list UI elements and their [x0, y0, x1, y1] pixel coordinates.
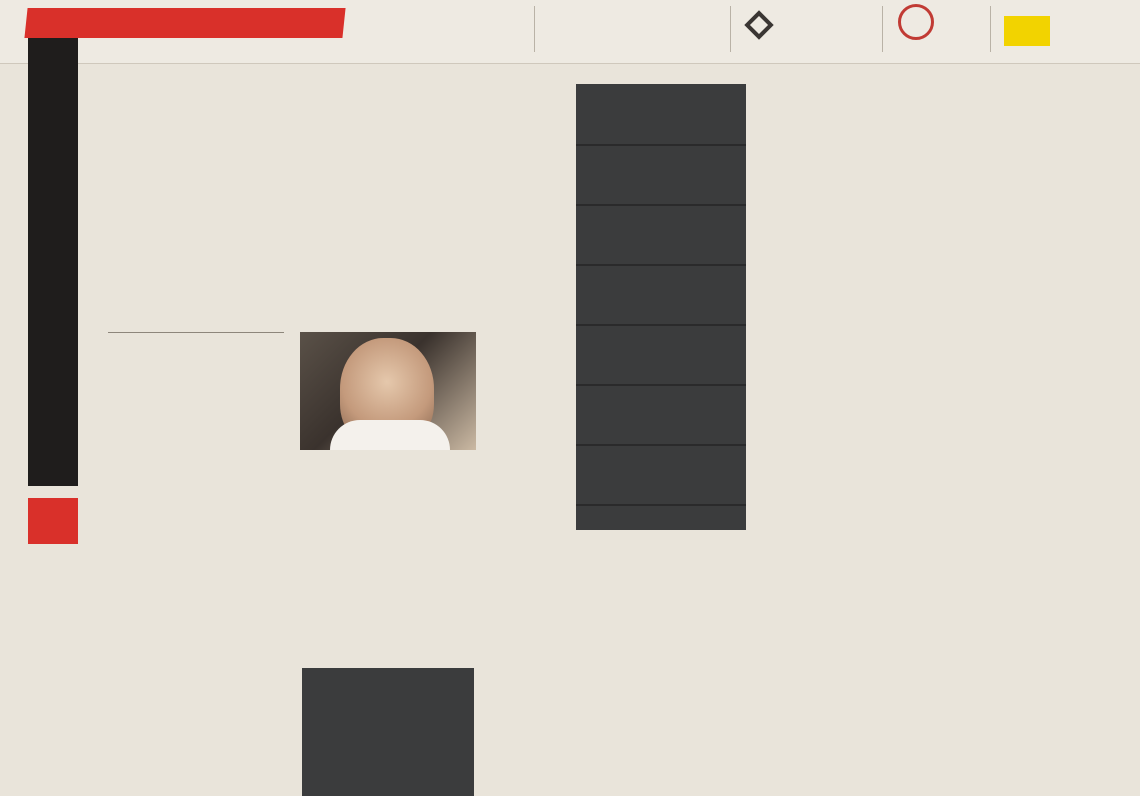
- section-rail-label: [28, 38, 78, 486]
- byline-rule: [108, 332, 284, 333]
- article-column-b: [756, 86, 926, 100]
- article-column-c: [937, 84, 1094, 106]
- header-divider: [990, 6, 991, 52]
- display-slat: [576, 264, 746, 266]
- display-slat: [576, 384, 746, 386]
- mask-mannequins-photo: [576, 84, 746, 530]
- interview-answer: [946, 662, 1102, 665]
- mask-mannequins-photo-bottom: [302, 668, 474, 796]
- georgia-circle-icon: [898, 4, 934, 40]
- interview-question: [937, 98, 1093, 106]
- header-divider: [730, 6, 731, 52]
- display-slat: [576, 444, 746, 446]
- display-slat: [576, 144, 746, 146]
- display-slat: [576, 324, 746, 326]
- rmf-logo: [1004, 16, 1050, 46]
- article-column-f: [946, 662, 1102, 665]
- interview-answer: [937, 98, 1093, 106]
- header-divider: [534, 6, 535, 52]
- header-divider: [882, 6, 883, 52]
- display-slat: [576, 504, 746, 506]
- section-kicker-tag: [24, 8, 345, 38]
- display-slat: [576, 204, 746, 206]
- portrait-shirt: [330, 420, 450, 450]
- section-rail-accent: [28, 498, 78, 544]
- interview-answer-continued: [938, 84, 1094, 92]
